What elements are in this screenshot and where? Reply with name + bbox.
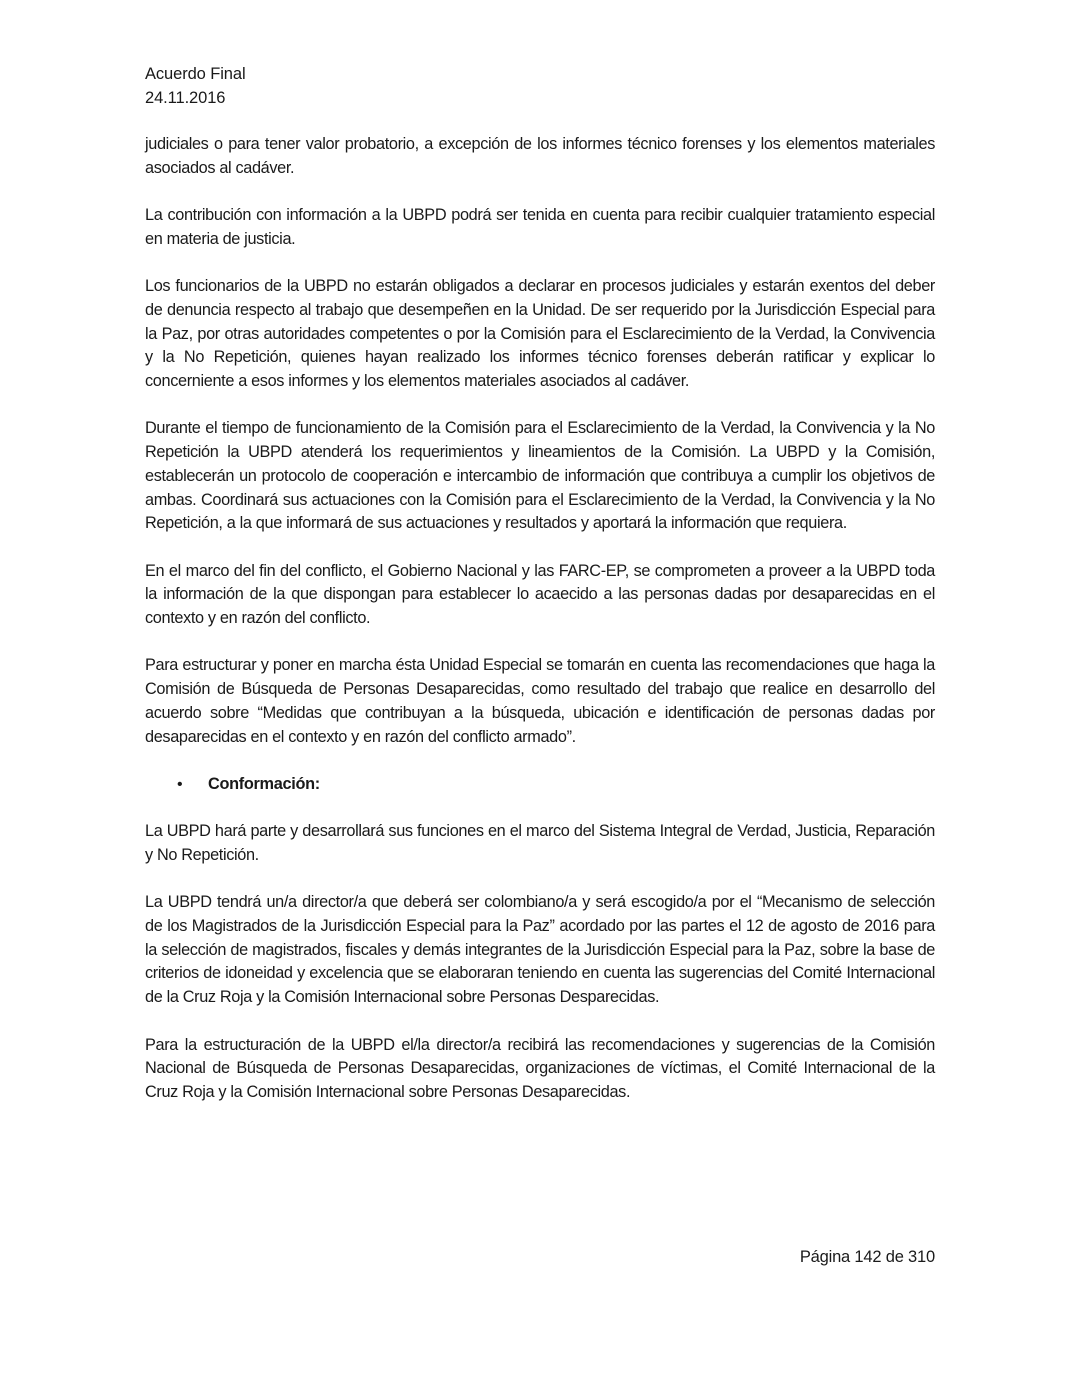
document-title: Acuerdo Final bbox=[145, 65, 246, 83]
paragraph: Los funcionarios de la UBPD no estarán obligados a declarar en procesos judiciales y estarán exentos del deber de denuncia respecto al trabajo que desempeñen en la Unidad. De ser requerido por la Jurisdicción Especial para la Paz, por otras autoridades competentes o por la Comisión para el Esclarecimiento de la Verdad, la Convivencia y la No Repetición, quienes hayan realizado los informes técnico forenses deberán ratificar y explicar lo concerniente a esos informes y los elementos materiales asociados al cadáver. bbox=[145, 277, 935, 390]
paragraph: judiciales o para tener valor probatorio, a excepción de los informes técnico forenses y los elementos materiales asociados al cadáver. bbox=[145, 135, 935, 177]
paragraph: La UBPD hará parte y desarrollará sus funciones en el marco del Sistema Integral de Verdad, Justicia, Reparación y No Repetición. bbox=[145, 822, 935, 864]
running-header bbox=[145, 62, 935, 110]
document-body bbox=[145, 133, 935, 1105]
paragraph: La UBPD tendrá un/a director/a que deberá ser colombiano/a y será escogido/a por el “Mecanismo de selección de los Magistrados de la Jurisdicción Especial para la Paz” acordado por las partes el 12 de agosto de 2016 para la selección de magistrados, fiscales y demás integrantes de la Jurisdicción Especial para la Paz, sobre la base de criterios de idoneidad y excelencia que se elaboraran teniendo en cuenta las sugerencias del Comité Internacional de la Cruz Roja y la Comisión Internacional sobre Personas Desparecidas. bbox=[145, 893, 935, 1007]
document-date: 24.11.2016 bbox=[145, 89, 226, 107]
page-number: Página 142 de 310 bbox=[799, 1248, 935, 1266]
paragraph: Para estructurar y poner en marcha ésta Unidad Especial se tomarán en cuenta las recomendaciones que haga la Comisión de Búsqueda de Personas Desaparecidas, como resultado del trabajo que realice en desarrollo del acuerdo sobre “Medidas que contribuyan a la búsqueda, ubicación e identificación de personas dadas por desaparecidas en el contexto y en razón del conflicto armado”. bbox=[145, 656, 935, 746]
bullet-icon: • bbox=[177, 775, 183, 793]
paragraph: En el marco del fin del conflicto, el Gobierno Nacional y las FARC-EP, se comprometen a proveer a la UBPD toda la información de la que dispongan para establecer lo acaecido a las personas dadas por desaparecidas en el contexto y en razón del conflicto. bbox=[145, 561, 935, 627]
paragraph: Durante el tiempo de funcionamiento de la Comisión para el Esclarecimiento de la Verdad, la Convivencia y la No Repetición la UBPD atenderá los requerimientos y lineamientos de la Comisión. La UBPD y la Comisión, establecerán un protocolo de cooperación e intercambio de información que contribuya a cumplir los objetivos de ambas. Coordinará sus actuaciones con la Comisión para el Esclarecimiento de la Verdad, la Convivencia y la No Repetición, a la que informará de sus actuaciones y resultados y aportará la información que requiera. bbox=[145, 419, 935, 533]
document-page bbox=[145, 62, 935, 1128]
section-heading: Conformación: bbox=[208, 774, 320, 793]
paragraph: Para la estructuración de la UBPD el/la director/a recibirá las recomendaciones y sugerencias de la Comisión Nacional de Búsqueda de Personas Desaparecidas, organizaciones de víctimas, el Comité Internacional de la Cruz Roja y la Comisión Internacional sobre Personas Desaparecidas. bbox=[145, 1035, 935, 1101]
paragraph: La contribución con información a la UBPD podrá ser tenida en cuenta para recibir cualquier tratamiento especial en materia de justicia. bbox=[145, 206, 935, 248]
section-bullet bbox=[145, 773, 935, 797]
